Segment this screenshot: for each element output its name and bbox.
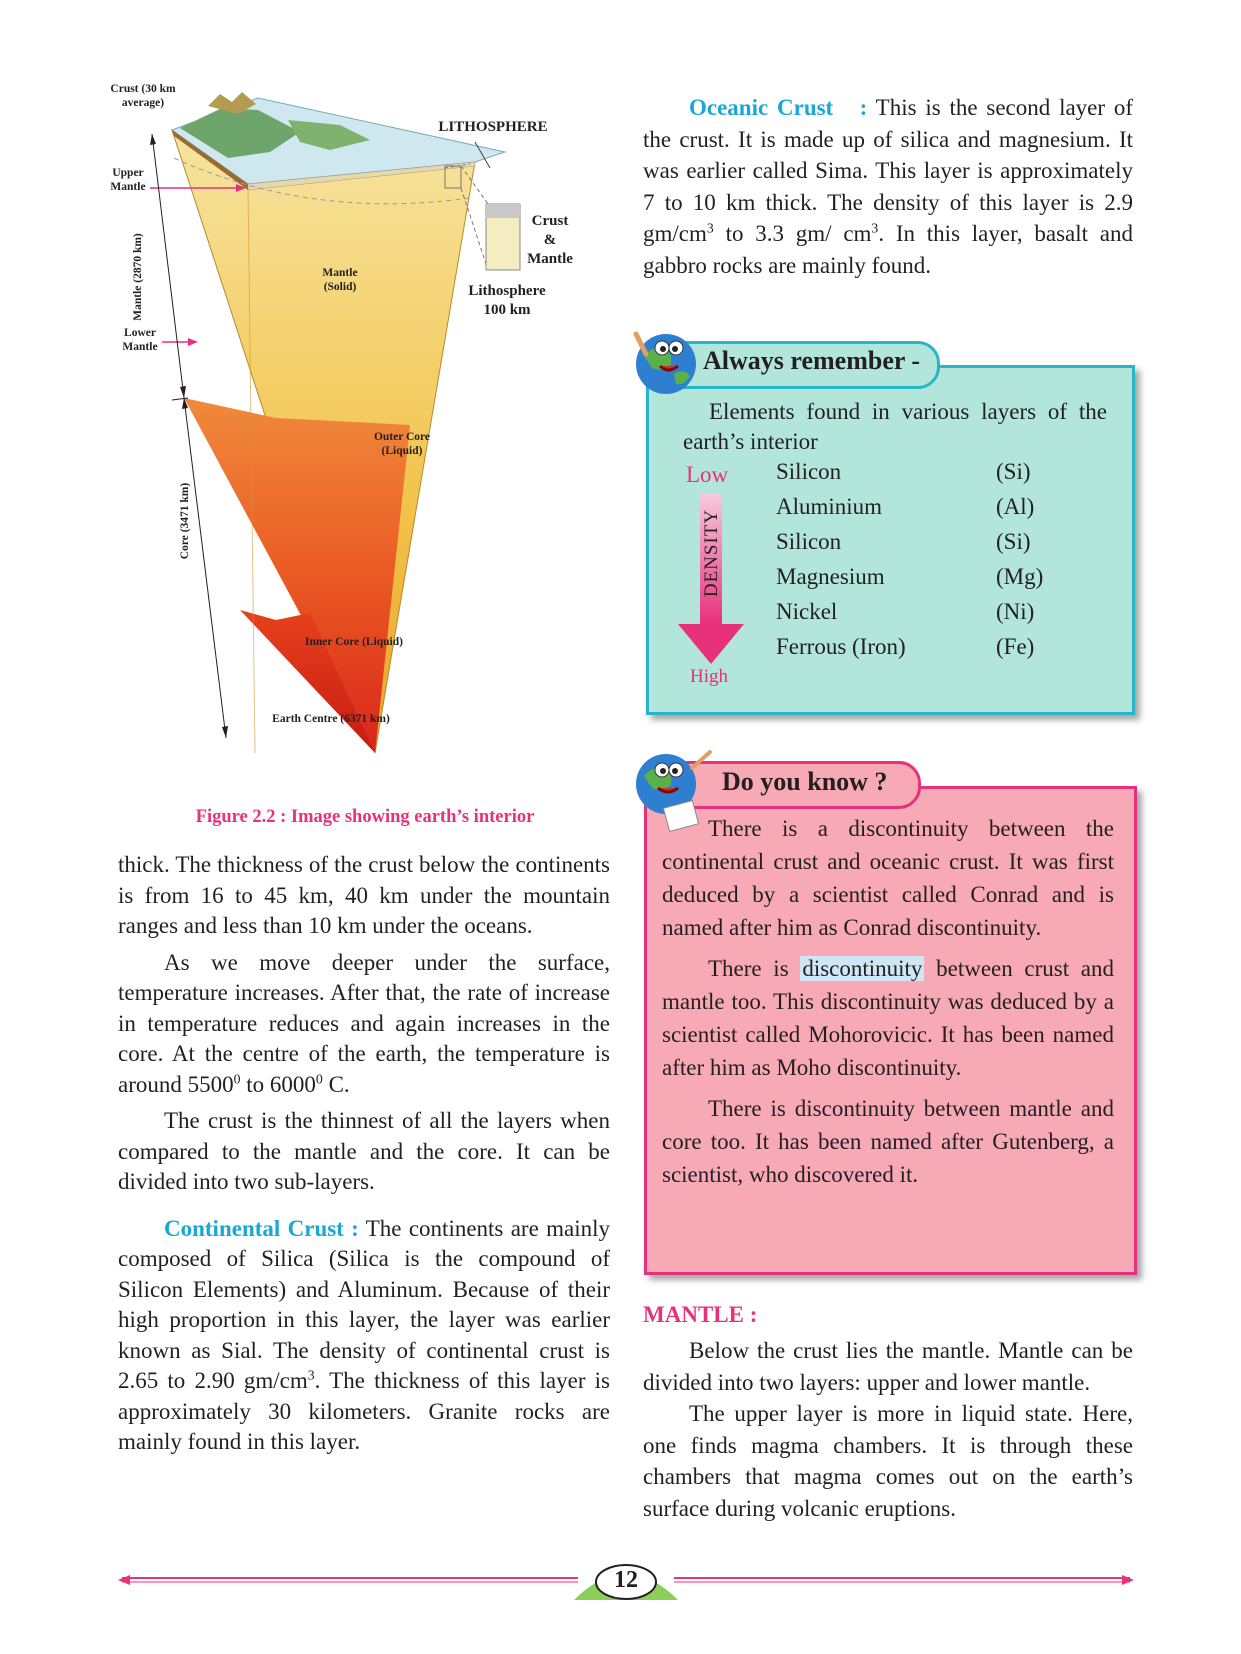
label-inner-core: Inner Core (Liquid) [305, 636, 403, 648]
element-row: Ferrous (Iron) (Fe) [776, 634, 1035, 659]
remember-intro: Elements found in various layers of the earth’s interior [683, 399, 1107, 454]
label-outer-core: Outer Core (Liquid) [373, 431, 431, 457]
mantle-section [643, 1335, 1133, 1524]
label-crust-and-mantle: Crust & Mantle [527, 213, 573, 267]
element-row: Silicon (Si) [776, 459, 1031, 484]
oceanic-crust-section [643, 92, 1133, 281]
always-remember-title: Always remember - [703, 346, 921, 375]
density-low-label: Low [686, 462, 729, 487]
density-high-label: High [690, 666, 728, 687]
highlighted-word: discontinuity [802, 956, 923, 981]
label-lithosphere: LITHOSPHERE [438, 119, 548, 135]
label-core-depth: Core (3471 km) [179, 482, 191, 560]
paragraph-mantle-layers: Below the crust lies the mantle. Mantle can be divided into two layers: upper and lower mantle. [643, 1338, 1133, 1395]
label-lithosphere-100km: Lithosphere 100 km [468, 283, 546, 318]
continental-crust-heading: Continental Crust : [164, 1215, 359, 1241]
page-number: 12 [614, 1567, 638, 1593]
density-label: DENSITY [701, 508, 722, 598]
element-row: Silicon (Si) [776, 529, 1031, 554]
mantle-heading: MANTLE : [643, 1302, 758, 1327]
paragraph-crust-thinnest: The crust is the thinnest of all the layers when compared to the mantle and the core. It can be divided into two sub-layers. [118, 1108, 610, 1194]
label-crust-average: Crust (30 km average) [110, 83, 176, 109]
label-upper-mantle: Upper Mantle [110, 167, 146, 193]
paragraph-temperature: As we move deeper under the surface, temperature increases. After that, the rate of increase in temperature reduces and again increases in the core. At the centre of the earth, the temperature is around 5500$^0$ to 6000$^0$ C. [118, 949, 610, 1097]
paragraph-conrad: There is a discontinuity between the continental crust and oceanic crust. It was first deduced by a scientist called Conrad and is named after him as Conrad discontinuity. [662, 816, 1114, 940]
paragraph-magma: The upper layer is more in liquid state. Here, one finds magma chambers. It is through these chambers that magma comes out on the earth’s surface during volcanic eruptions. [643, 1401, 1133, 1521]
paragraph-gutenberg: There is discontinuity between mantle and core too. It has been named after Gutenberg, a scientist, who discovered it. [662, 1096, 1114, 1187]
earth-interior-figure [110, 80, 630, 810]
element-row: Nickel (Ni) [776, 599, 1035, 624]
paragraph-continental-crust: Continental Crust : The continents are mainly composed of Silica (Silica is the compound of Silicon Elements) and Aluminum. Because of their high proportion in this layer, the layer was earlier known as Sial. The density of continental crust is 2.65 to 2.90 $gm/cm^3$. The thickness of this layer is approximately 30 kilometers. Granite rocks are mainly found in this layer. [118, 1215, 611, 1454]
label-earth-centre: Earth Centre (6371 km) [272, 713, 390, 725]
label-mantle-depth: Mantle (2870 km) [132, 233, 144, 321]
do-you-know-content [662, 812, 1114, 1191]
paragraph-crust-thickness: thick. The thickness of the crust below the continents is from 16 to 45 km, 40 km under the mountain ranges and less than 10 km under the oceans. [118, 852, 610, 938]
left-column [118, 850, 610, 1458]
figure-caption: Figure 2.2 : Image showing earth’s interior [195, 807, 535, 827]
label-lower-mantle: Lower Mantle [122, 327, 158, 353]
oceanic-crust-heading: Oceanic Crust : [689, 95, 868, 120]
element-row: Aluminium (Al) [776, 494, 1035, 519]
label-mantle-solid: Mantle (Solid) [322, 267, 358, 293]
paragraph-oceanic-crust: Oceanic Crust : This is the second layer of the crust. It is made up of silica and magnesium. It was earlier called Sima. This layer is approximately 7 to 10 km thick. The density of this layer is 2.9 $gm/cm^3$ to 3.3 gm/ $cm^3$. In this layer, basalt and gabbro rocks are mainly found. [643, 95, 1133, 278]
globe-mascot-icon [630, 326, 702, 398]
do-you-know-title: Do you know ? [722, 767, 888, 796]
paragraph-moho: There is discontinuity between crust and mantle too. This discontinuity was deduced by a scientist called Mohorovicic. It has been named after him as Moho discontinuity. [662, 956, 1114, 1080]
element-row: Magnesium (Mg) [776, 564, 1044, 589]
